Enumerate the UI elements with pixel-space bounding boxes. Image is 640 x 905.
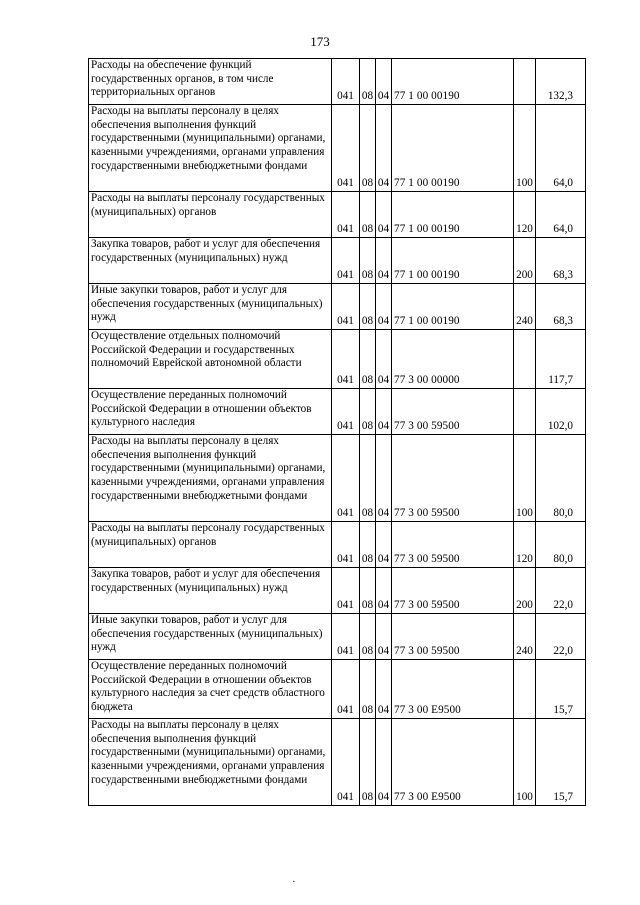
subsection-code: 04 bbox=[376, 719, 392, 806]
target-code: 77 3 00 59500 bbox=[392, 522, 514, 568]
expense-kind-code: 100 bbox=[514, 435, 536, 522]
row-name: Осуществление переданных полномочий Российской Федерации в отношении объектов культурного наследия bbox=[89, 389, 332, 435]
table-row bbox=[89, 389, 586, 435]
table-row bbox=[89, 568, 586, 614]
subsection-code: 04 bbox=[376, 660, 392, 719]
budget-table bbox=[88, 58, 586, 806]
target-code: 77 3 00 59500 bbox=[392, 614, 514, 660]
target-code: 77 1 00 00190 bbox=[392, 59, 514, 105]
expense-kind-code: 120 bbox=[514, 192, 536, 238]
ministry-code: 041 bbox=[332, 522, 360, 568]
subsection-code: 04 bbox=[376, 389, 392, 435]
ministry-code: 041 bbox=[332, 435, 360, 522]
expense-kind-code bbox=[514, 660, 536, 719]
table-row bbox=[89, 238, 586, 284]
expense-kind-code: 200 bbox=[514, 568, 536, 614]
target-code: 77 3 00 59500 bbox=[392, 568, 514, 614]
table-row bbox=[89, 105, 586, 192]
subsection-code: 04 bbox=[376, 330, 392, 389]
table-row bbox=[89, 614, 586, 660]
section-code: 08 bbox=[360, 568, 376, 614]
amount: 80,0 bbox=[536, 522, 586, 568]
section-code: 08 bbox=[360, 660, 376, 719]
amount: 68,3 bbox=[536, 284, 586, 330]
table-row bbox=[89, 435, 586, 522]
target-code: 77 1 00 00190 bbox=[392, 284, 514, 330]
section-code: 08 bbox=[360, 435, 376, 522]
scan-speck: · bbox=[292, 876, 296, 888]
subsection-code: 04 bbox=[376, 435, 392, 522]
row-name: Иные закупки товаров, работ и услуг для обеспечения государственных (муниципальных) нужд bbox=[89, 614, 332, 660]
row-name: Закупка товаров, работ и услуг для обеспечения государственных (муниципальных) нужд bbox=[89, 568, 332, 614]
expense-kind-code bbox=[514, 59, 536, 105]
ministry-code: 041 bbox=[332, 330, 360, 389]
expense-kind-code: 240 bbox=[514, 614, 536, 660]
ministry-code: 041 bbox=[332, 238, 360, 284]
ministry-code: 041 bbox=[332, 59, 360, 105]
table-row bbox=[89, 59, 586, 105]
amount: 80,0 bbox=[536, 435, 586, 522]
target-code: 77 3 00 59500 bbox=[392, 435, 514, 522]
expense-kind-code bbox=[514, 330, 536, 389]
table-row bbox=[89, 284, 586, 330]
row-name: Осуществление переданных полномочий Российской Федерации в отношении объектов культурного наследия за счет средств областного бюджета bbox=[89, 660, 332, 719]
amount: 132,3 bbox=[536, 59, 586, 105]
amount: 64,0 bbox=[536, 105, 586, 192]
subsection-code: 04 bbox=[376, 568, 392, 614]
ministry-code: 041 bbox=[332, 389, 360, 435]
target-code: 77 3 00 E9500 bbox=[392, 660, 514, 719]
section-code: 08 bbox=[360, 105, 376, 192]
target-code: 77 1 00 00190 bbox=[392, 192, 514, 238]
section-code: 08 bbox=[360, 330, 376, 389]
row-name: Расходы на выплаты персоналу в целях обеспечения выполнения функций государственными (муниципальными) органами, казенными учреждениями, органами управления государственными внебюджетными фондами bbox=[89, 435, 332, 522]
amount: 15,7 bbox=[536, 660, 586, 719]
table-row bbox=[89, 660, 586, 719]
amount: 117,7 bbox=[536, 330, 586, 389]
amount: 64,0 bbox=[536, 192, 586, 238]
ministry-code: 041 bbox=[332, 719, 360, 806]
table-row bbox=[89, 719, 586, 806]
expense-kind-code: 200 bbox=[514, 238, 536, 284]
row-name: Иные закупки товаров, работ и услуг для обеспечения государственных (муниципальных) нужд bbox=[89, 284, 332, 330]
section-code: 08 bbox=[360, 284, 376, 330]
expense-kind-code: 240 bbox=[514, 284, 536, 330]
table-row bbox=[89, 330, 586, 389]
row-name: Расходы на выплаты персоналу государственных (муниципальных) органов bbox=[89, 192, 332, 238]
row-name: Расходы на выплаты персоналу в целях обеспечения выполнения функций государственными (муниципальными) органами, казенными учреждениями, органами управления государственными внебюджетными фондами bbox=[89, 105, 332, 192]
row-name: Расходы на обеспечение функций государственных органов, в том числе территориальных органов bbox=[89, 59, 332, 105]
amount: 15,7 bbox=[536, 719, 586, 806]
section-code: 08 bbox=[360, 719, 376, 806]
ministry-code: 041 bbox=[332, 105, 360, 192]
target-code: 77 1 00 00190 bbox=[392, 105, 514, 192]
subsection-code: 04 bbox=[376, 105, 392, 192]
ministry-code: 041 bbox=[332, 614, 360, 660]
ministry-code: 041 bbox=[332, 192, 360, 238]
subsection-code: 04 bbox=[376, 284, 392, 330]
subsection-code: 04 bbox=[376, 522, 392, 568]
subsection-code: 04 bbox=[376, 614, 392, 660]
expense-kind-code: 100 bbox=[514, 105, 536, 192]
target-code: 77 3 00 59500 bbox=[392, 389, 514, 435]
amount: 68,3 bbox=[536, 238, 586, 284]
amount: 22,0 bbox=[536, 568, 586, 614]
row-name: Осуществление отдельных полномочий Российской Федерации и государственных полномочий Еврейской автономной области bbox=[89, 330, 332, 389]
row-name: Расходы на выплаты персоналу в целях обеспечения выполнения функций государственными (муниципальными) органами, казенными учреждениями, органами управления государственными внебюджетными фондами bbox=[89, 719, 332, 806]
expense-kind-code bbox=[514, 389, 536, 435]
section-code: 08 bbox=[360, 192, 376, 238]
expense-kind-code: 120 bbox=[514, 522, 536, 568]
subsection-code: 04 bbox=[376, 238, 392, 284]
table-row bbox=[89, 192, 586, 238]
section-code: 08 bbox=[360, 238, 376, 284]
amount: 102,0 bbox=[536, 389, 586, 435]
subsection-code: 04 bbox=[376, 59, 392, 105]
table-row bbox=[89, 522, 586, 568]
expense-kind-code: 100 bbox=[514, 719, 536, 806]
row-name: Закупка товаров, работ и услуг для обеспечения государственных (муниципальных) нужд bbox=[89, 238, 332, 284]
target-code: 77 3 00 00000 bbox=[392, 330, 514, 389]
ministry-code: 041 bbox=[332, 568, 360, 614]
row-name: Расходы на выплаты персоналу государственных (муниципальных) органов bbox=[89, 522, 332, 568]
ministry-code: 041 bbox=[332, 284, 360, 330]
page-number: 173 bbox=[310, 34, 330, 49]
section-code: 08 bbox=[360, 59, 376, 105]
subsection-code: 04 bbox=[376, 192, 392, 238]
target-code: 77 1 00 00190 bbox=[392, 238, 514, 284]
ministry-code: 041 bbox=[332, 660, 360, 719]
target-code: 77 3 00 E9500 bbox=[392, 719, 514, 806]
section-code: 08 bbox=[360, 389, 376, 435]
section-code: 08 bbox=[360, 522, 376, 568]
section-code: 08 bbox=[360, 614, 376, 660]
amount: 22,0 bbox=[536, 614, 586, 660]
